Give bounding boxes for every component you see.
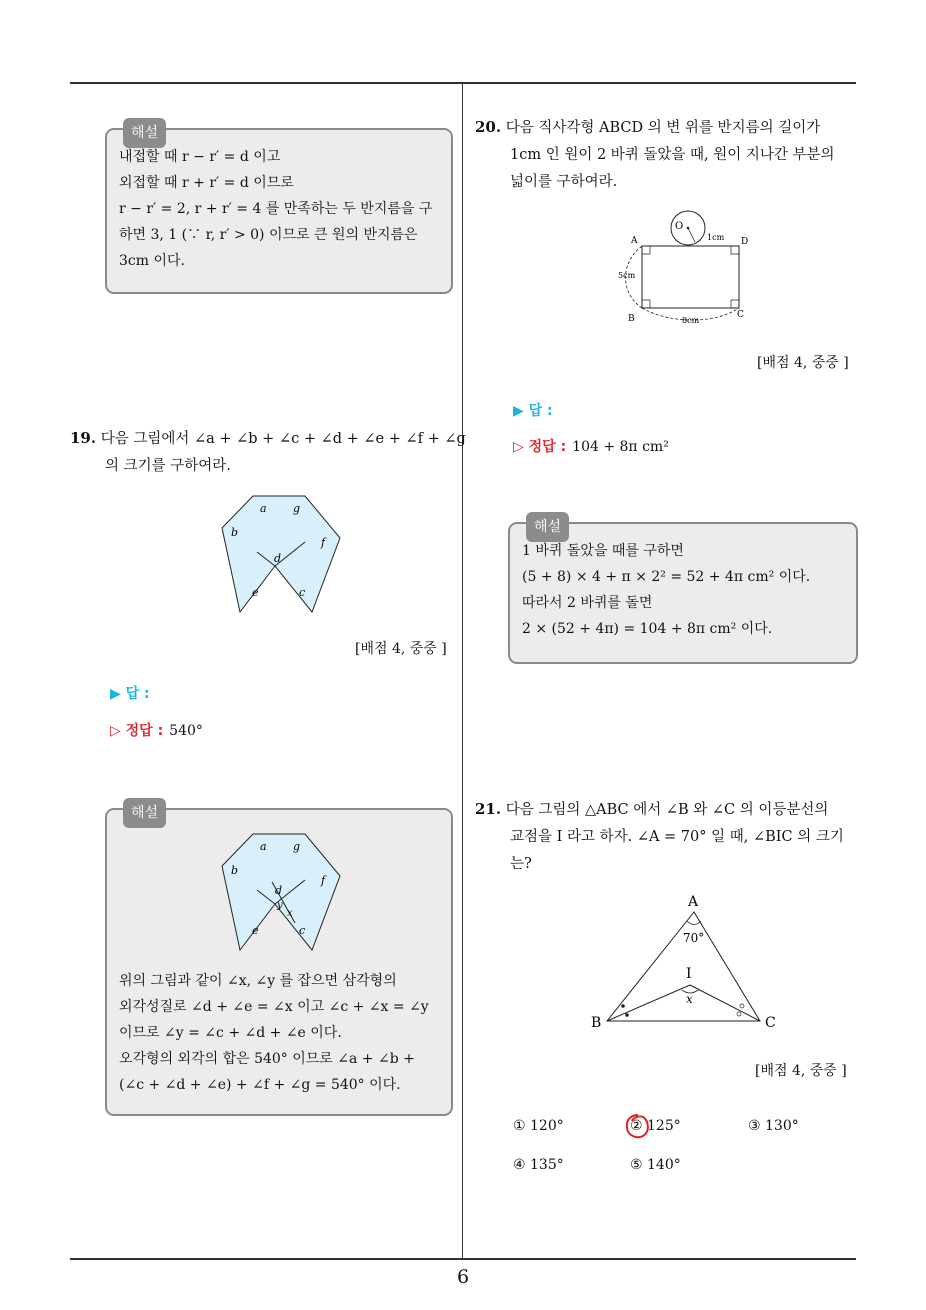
label-f: f xyxy=(321,874,326,887)
question-text: 다음 그림의 △ABC 에서 ∠B 와 ∠C 의 이등분선의 xyxy=(505,802,829,818)
solution-tag: 해설 xyxy=(123,118,166,148)
question-20 xyxy=(475,114,865,196)
solution-line: 위의 그림과 같이 ∠x, ∠y 를 잡으면 삼각형의 xyxy=(119,973,397,989)
rectangle-circle-figure xyxy=(615,208,765,328)
question-text: 는? xyxy=(510,856,532,872)
label-D: D xyxy=(741,237,749,247)
label-a: a xyxy=(260,840,267,853)
label-c: c xyxy=(299,586,306,599)
score-19: [배점 4, 중중 ] xyxy=(355,641,447,657)
solution-line: 외각성질로 ∠d + ∠e = ∠x 이고 ∠c + ∠x = ∠y xyxy=(119,999,429,1015)
choice-2[interactable]: ② 125° xyxy=(630,1118,681,1134)
solution-line: 3cm 이다. xyxy=(119,253,185,269)
solution-box-19 xyxy=(105,805,453,1116)
question-text: 의 크기를 구하여라. xyxy=(105,458,231,474)
choice-5[interactable]: ⑤ 140° xyxy=(630,1157,681,1173)
label-A: A xyxy=(688,894,699,910)
choice-4[interactable]: ④ 135° xyxy=(513,1157,564,1173)
label-angle-A: 70° xyxy=(683,931,705,945)
label-c: c xyxy=(299,924,306,937)
label-x: x xyxy=(686,992,693,1006)
label-width: 8cm xyxy=(682,316,700,325)
solution-line: 내접할 때 r − r′ = d 이고 xyxy=(119,149,281,165)
answer-20: ▶ 답 : xyxy=(513,403,553,419)
label-A: A xyxy=(631,236,638,246)
question-number: 19. xyxy=(70,429,97,447)
triangle-figure xyxy=(585,890,785,1040)
solution-box-20 xyxy=(508,519,858,664)
solution-line: 오각형의 외각의 합은 540° 이므로 ∠a + ∠b + xyxy=(119,1051,415,1067)
page-number: 6 xyxy=(456,1266,470,1288)
label-y: y xyxy=(277,900,283,911)
score-21: [배점 4, 중중 ] xyxy=(755,1063,847,1079)
correct-value: 104 + 8π cm² xyxy=(572,439,669,455)
choice-1[interactable]: ① 120° xyxy=(513,1118,564,1134)
label-g: g xyxy=(293,840,301,853)
answer-19: ▶ 답 : xyxy=(110,686,150,702)
marked-answer-circle xyxy=(623,1112,653,1142)
question-text: 다음 그림에서 ∠a + ∠b + ∠c + ∠d + ∠e + ∠f + ∠g xyxy=(100,431,466,447)
label-b: b xyxy=(231,864,239,877)
label-e: e xyxy=(252,586,259,599)
label-height: 5cm xyxy=(618,271,636,280)
label-e: e xyxy=(252,924,259,937)
label-x: x xyxy=(287,908,293,919)
label-C: C xyxy=(765,1015,776,1031)
label-d: d xyxy=(274,552,282,565)
score-20: [배점 4, 중중 ] xyxy=(757,355,849,371)
question-21 xyxy=(475,796,865,878)
question-text: 다음 직사각형 ABCD 의 변 위를 반지름의 길이가 xyxy=(505,120,821,136)
label-g: g xyxy=(293,502,301,515)
correct-answer-20 xyxy=(513,436,669,456)
question-text: 교점을 I 라고 하자. ∠A = 70° 일 때, ∠BIC 의 크기 xyxy=(510,829,844,845)
question-text: 넓이를 구하여라. xyxy=(510,174,618,190)
label-b: b xyxy=(231,526,239,539)
column-divider xyxy=(462,84,463,1259)
label-O: O xyxy=(675,221,684,232)
question-number: 21. xyxy=(475,800,502,818)
solution-line: (∠c + ∠d + ∠e) + ∠f + ∠g = 540° 이다. xyxy=(119,1077,401,1093)
question-19 xyxy=(70,425,466,480)
pentagon-star-figure-solution xyxy=(215,828,355,953)
correct-label: ▷ 정답 : xyxy=(513,439,567,455)
solution-tag: 해설 xyxy=(526,512,569,542)
solution-line: 2 × (52 + 4π) = 104 + 8π cm² 이다. xyxy=(522,621,773,637)
solution-box-18 xyxy=(105,125,453,294)
solution-line: r − r′ = 2, r + r′ = 4 를 만족하는 두 반지름을 구 xyxy=(119,201,433,217)
question-text: 1cm 인 원이 2 바퀴 돌았을 때, 원이 지나간 부분의 xyxy=(510,147,835,163)
label-B: B xyxy=(591,1015,602,1031)
choice-3[interactable]: ③ 130° xyxy=(748,1118,799,1134)
label-f: f xyxy=(321,536,326,549)
label-radius: 1cm xyxy=(707,233,725,242)
solution-line: 외접할 때 r + r′ = d 이므로 xyxy=(119,175,294,191)
solution-tag: 해설 xyxy=(123,798,166,828)
pentagon-star-figure xyxy=(215,490,355,615)
label-B: B xyxy=(628,314,635,324)
solution-line: (5 + 8) × 4 + π × 2² = 52 + 4π cm² 이다. xyxy=(522,569,811,585)
correct-answer-19 xyxy=(110,720,203,740)
correct-label: ▷ 정답 : xyxy=(110,723,164,739)
solution-line: 1 바퀴 돌았을 때를 구하면 xyxy=(522,543,684,559)
label-a: a xyxy=(260,502,267,515)
solution-line: 따라서 2 바퀴를 돌면 xyxy=(522,595,653,611)
correct-value: 540° xyxy=(169,723,203,739)
solution-line: 이므로 ∠y = ∠c + ∠d + ∠e 이다. xyxy=(119,1025,342,1041)
label-d: d xyxy=(275,884,283,897)
solution-line: 하면 3, 1 (∵ r, r′ > 0) 이므로 큰 원의 반지름은 xyxy=(119,227,418,243)
question-number: 20. xyxy=(475,118,502,136)
label-C: C xyxy=(737,310,744,320)
label-I: I xyxy=(686,966,692,982)
